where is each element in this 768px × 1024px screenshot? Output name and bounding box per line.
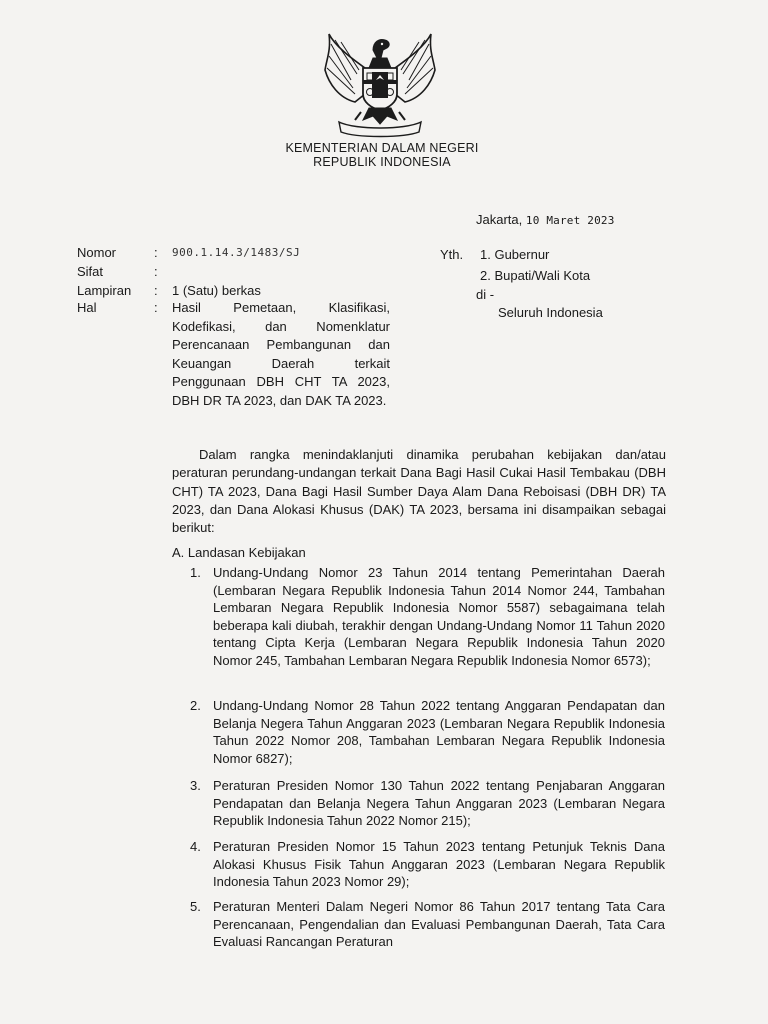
list-item-text: Peraturan Menteri Dalam Negeri Nomor 86 Tahun 2017 tentang Tata Cara Perencanaan, Pengendalian dan Evaluasi Pembangunan Daerah, Tata Cara Evaluasi Rancangan Peraturan [213,899,665,950]
lampiran-colon: : [154,283,158,298]
date-value: 10 Maret 2023 [525,214,615,227]
list-item-number: 1. [190,565,201,580]
letter-date [476,212,615,227]
ministry-country: REPUBLIK INDONESIA [313,155,451,169]
nomor-colon: : [154,245,158,260]
list-item-text: Peraturan Presiden Nomor 15 Tahun 2023 tentang Petunjuk Teknis Dana Alokasi Khusus Fisik Tahun Anggaran 2023 (Lembaran Negara Republik Indonesia Tahun 2023 Nomor 29); [213,839,665,890]
intro-paragraph: Dalam rangka menindaklanjuti dinamika perubahan kebijakan dan/atau peraturan perundang-undangan terkait Dana Bagi Hasil Cukai Hasil Tembakau (DBH CHT) TA 2023, Dana Bagi Hasil Sumber Daya Alam Dana Reboisasi (DBH DR) TA 2023, dan Dana Alokasi Khusus (DAK) TA 2023, bersama ini disampaikan sebagai berikut: [172,447,666,536]
hal-colon: : [154,300,158,315]
list-item-number: 2. [190,698,201,713]
list-item-text: Undang-Undang Nomor 28 Tahun 2022 tentang Anggaran Pendapatan dan Belanja Negera Tahun Anggaran 2023 (Lembaran Negara Republik Indonesia Tahun 2022 Nomor 208, Tambahan Lembaran Negara Republik Indonesia Nomor 6827); [213,698,665,766]
sifat-label: Sifat [77,264,104,279]
recipient-location: Seluruh Indonesia [498,305,603,320]
yth-label: Yth. [440,247,464,262]
nomor-value: 900.1.14.3/1483/SJ [172,246,301,259]
date-place: Jakarta, [476,212,523,227]
sifat-colon: : [154,264,158,279]
ministry-name: KEMENTERIAN DALAM NEGERI [285,141,479,155]
lampiran-label: Lampiran [77,283,132,298]
recipient-bupati: 2. Bupati/Wali Kota [480,268,591,283]
recipient-gubernur: 1. Gubernur [480,247,550,262]
hal-label: Hal [77,300,97,315]
nomor-label: Nomor [77,245,117,260]
section-heading: A. Landasan Kebijakan [172,545,306,560]
list-item-number: 4. [190,839,201,854]
list-item-text: Peraturan Presiden Nomor 130 Tahun 2022 tentang Penjabaran Anggaran Pendapatan dan Belanja Negera Tahun Anggaran 2023 (Lembaran Negara Republik Indonesia Tahun 2022 Nomor 215); [213,778,665,829]
recipient-di: di - [476,287,495,302]
lampiran-value: 1 (Satu) berkas [172,283,261,298]
list-item-text: Undang-Undang Nomor 23 Tahun 2014 tentang Pemerintahan Daerah (Lembaran Negara Republik Indonesia Tahun 2014 Nomor 244, Tambahan Lembaran Negara Republik Indonesia Nomor 5587) sebagaimana telah beberapa kali diubah, terakhir dengan Undang-Undang Nomor 11 Tahun 2020 tentang Cipta Kerja (Lembaran Negara Republik Indonesia Tahun 2020 Nomor 245, Tambahan Lembaran Negara Republik Indonesia Nomor 6573); [213,565,665,668]
list-item-number: 3. [190,778,201,793]
garuda-emblem-icon [321,28,439,140]
hal-value: Hasil Pemetaan, Klasifikasi, Kodefikasi, dan Nomenklatur Perencanaan Pembangunan dan Keuangan Daerah terkait Penggunaan DBH CHT TA 2023, DBH DR TA 2023, dan DAK TA 2023. [172,300,390,408]
list-item-number: 5. [190,899,201,914]
